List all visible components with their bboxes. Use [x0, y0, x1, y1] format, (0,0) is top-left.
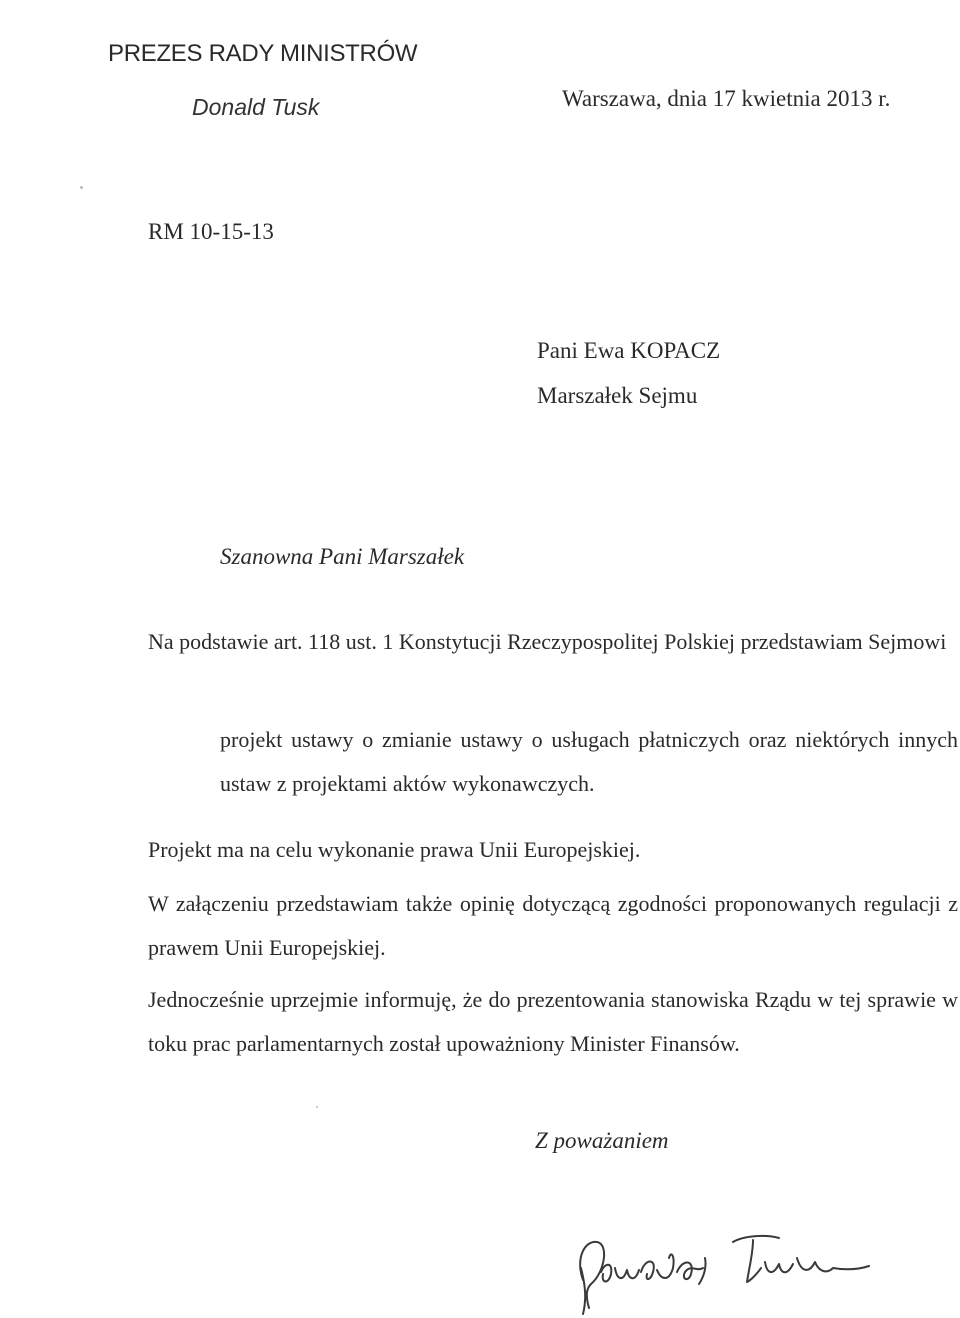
handwritten-signature [565, 1228, 885, 1318]
salutation: Szanowna Pani Marszałek [220, 544, 465, 569]
paragraph-minister: Jednocześnie uprzejmie informuję, że do prezentowania stanowiska Rządu w tej sprawie w toku prac parlamentarnych został upoważniony Minister Finansów. [148, 987, 958, 1056]
paragraph-intro: Na podstawie art. 118 ust. 1 Konstytucji Rzeczypospolitej Polskiej przedstawiam Sejmowi [148, 629, 947, 654]
office-title: PREZES RADY MINISTRÓW [108, 40, 418, 67]
scan-speck [316, 1106, 318, 1108]
place-and-date: Warszawa, dnia 17 kwietnia 2013 r. [562, 86, 891, 111]
recipient-name: Pani Ewa KOPACZ [537, 338, 721, 363]
paragraph-aim: Projekt ma na celu wykonanie prawa Unii Europejskiej. [148, 837, 641, 862]
office-holder-name: Donald Tusk [192, 94, 320, 120]
paragraph-opinion: W załączeniu przedstawiam także opinię dotyczącą zgodności proponowanych regulacji z prawem Unii Europejskiej. [148, 891, 958, 960]
scan-speck [80, 186, 83, 189]
recipient-title: Marszałek Sejmu [537, 383, 698, 408]
reference-number: RM 10-15-13 [148, 219, 274, 244]
closing-phrase: Z poważaniem [535, 1128, 669, 1153]
paragraph-project-title: projekt ustawy o zmianie ustawy o usługach płatniczych oraz niektórych innych ustaw z projektami aktów wykonawczych. [220, 727, 958, 796]
